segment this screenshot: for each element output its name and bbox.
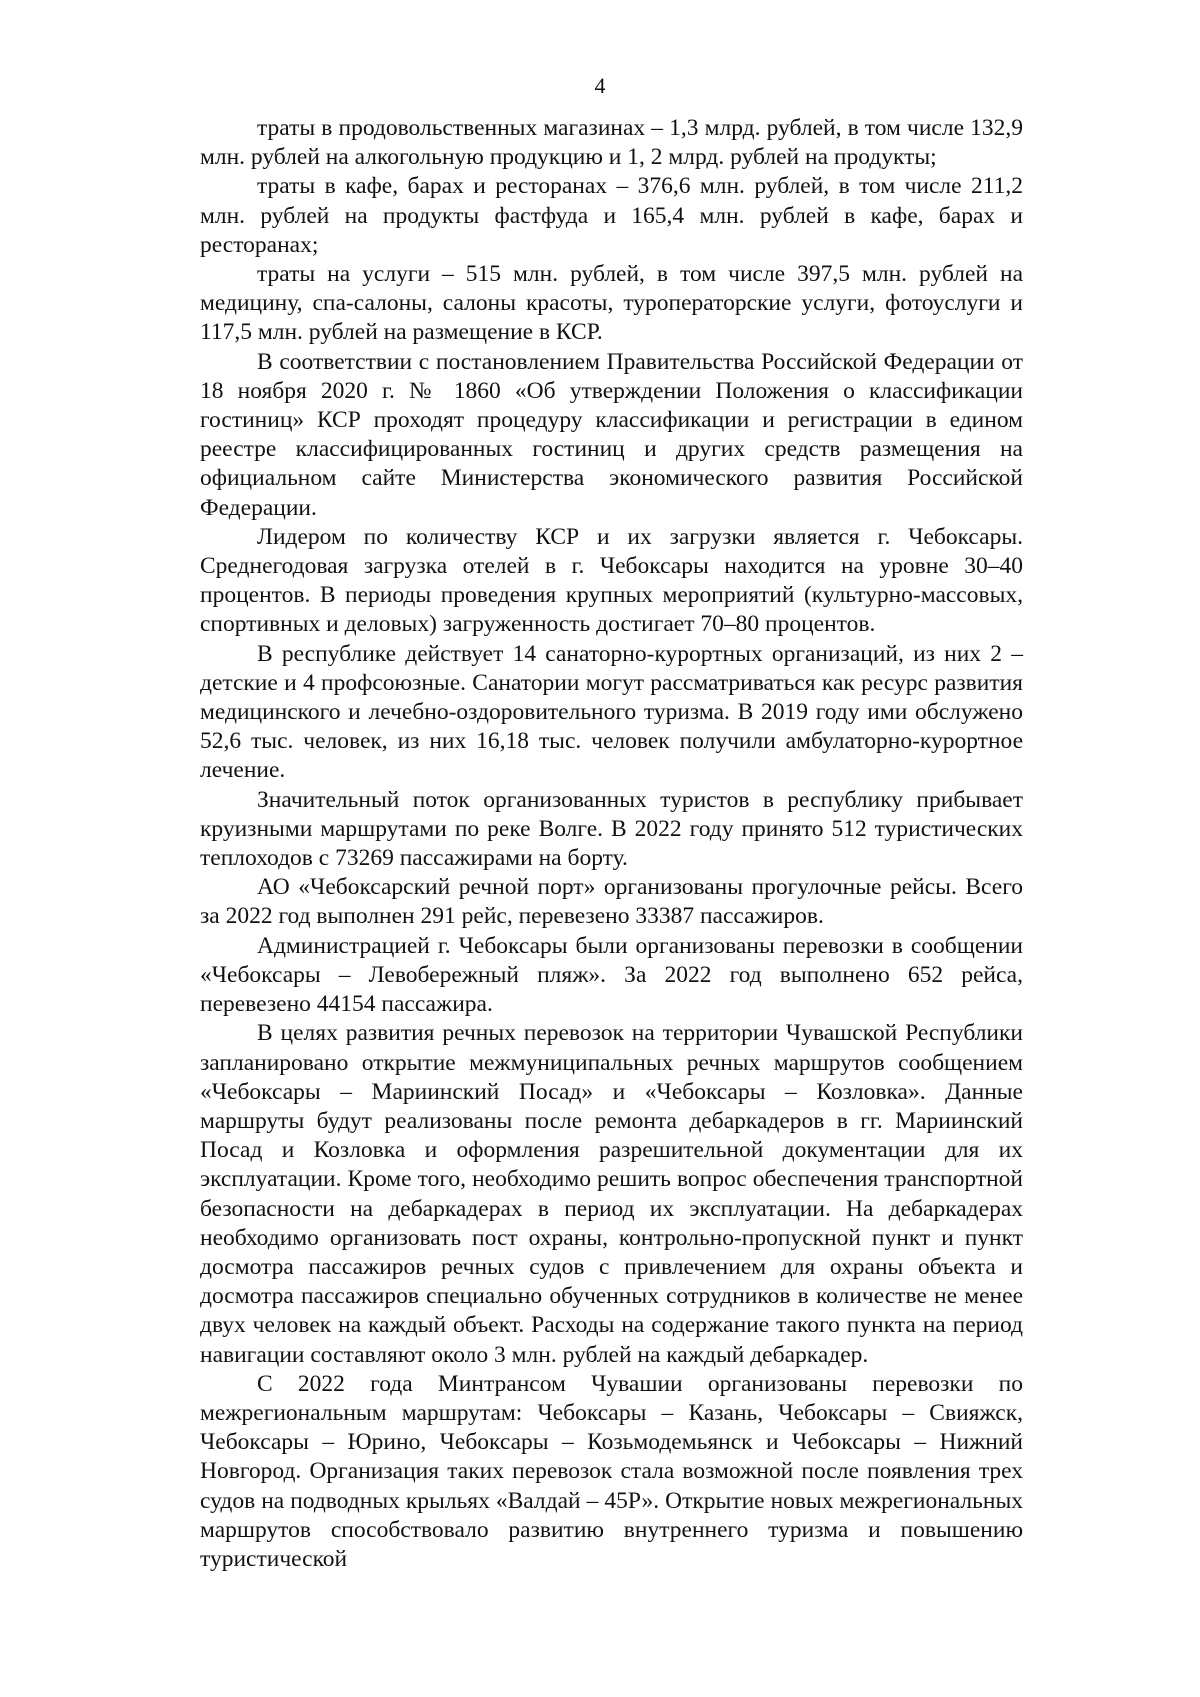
paragraph-food-store-spending: траты в продовольственных магазинах – 1,3 млрд. рублей, в том числе 132,9 млн. рублей на алкогольную продукцию и 1, 2 млрд. рублей на продукты; <box>200 115 1023 171</box>
paragraph-cheboksary-occupancy: Лидером по количеству КСР и их загрузки является г. Чебоксары. Среднегодовая загрузка отелей в г. Чебоксары находится на уровне 30–40 процентов. В периоды проведения крупных мероприятий (культурно-массовых, спортивных и деловых) загруженность достигает 70–80 процентов. <box>200 523 1023 638</box>
paragraph-cafe-spending: траты в кафе, барах и ресторанах – 376,6 млн. рублей, в том числе 211,2 млн. рублей на продукты фастфуда и 165,4 млн. рублей в кафе, барах и ресторанах; <box>200 173 1023 258</box>
document-body <box>200 114 1023 1574</box>
paragraph-hotel-classification: В соответствии с постановлением Правительства Российской Федерации от 18 ноября 2020 г. № 1860 «Об утверждении Положения о классификации гостиниц» КСР проходят процедуру классификации и регистрации в едином реестре классифицированных гостиниц и других средств размещения на официальном сайте Министерства экономического развития Российской Федерации. <box>200 348 1023 521</box>
paragraph-interregional-routes: С 2022 года Минтрансом Чувашии организованы перевозки по межрегиональным маршрутам: Чебоксары – Казань, Чебоксары – Свияжск, Чебоксары – Юрино, Чебоксары – Козьмодемьянск и Чебоксары – Нижний Новгород. Организация таких перевозок стала возможной после появления трех судов на подводных крыльях «Валдай – 45Р». Открытие новых межрегиональных маршрутов способствовало развитию внутреннего туризма и повышению туристической <box>200 1370 1023 1572</box>
paragraph-left-bank-beach: Администрацией г. Чебоксары были организованы перевозки в сообщении «Чебоксары – Левобережный пляж». За 2022 год выполнено 652 рейса, перевезено 44154 пассажира. <box>200 932 1023 1018</box>
paragraph-sanatoriums: В республике действует 14 санаторно-курортных организаций, из них 2 – детские и 4 профсоюзные. Санатории могут рассматриваться как ресурс развития медицинского и лечебно-оздоровительного туризма. В 2019 году ими обслужено 52,6 тыс. человек, из них 16,18 тыс. человек получили амбулаторно-курортное лечение. <box>200 640 1023 784</box>
paragraph-cruise-tourists: Значительный поток организованных туристов в республику прибывает круизными маршрутами по реке Волге. В 2022 году принято 512 туристических теплоходов с 73269 пассажирами на борту. <box>200 786 1023 872</box>
page-number: 4 <box>594 73 606 98</box>
paragraph-services-spending: траты на услуги – 515 млн. рублей, в том числе 397,5 млн. рублей на медицину, спа-салоны, салоны красоты, туроператорские услуги, фотоуслуги и 117,5 млн. рублей на размещение в КСР. <box>200 261 1023 346</box>
paragraph-river-port: АО «Чебоксарский речной порт» организованы прогулочные рейсы. Всего за 2022 год выполнен 291 рейс, перевезено 33387 пассажиров. <box>200 874 1023 930</box>
paragraph-intermunicipal-routes: В целях развития речных перевозок на территории Чувашской Республики запланировано открытие межмуниципальных речных маршрутов сообщением «Чебоксары – Мариинский Посад» и «Чебоксары – Козловка». Данные маршруты будут реализованы после ремонта дебаркадеров в гг. Мариинский Посад и Козловка и оформления разрешительной документации для их эксплуатации. Кроме того, необходимо решить вопрос обеспечения транспортной безопасности на дебаркадерах в период их эксплуатации. На дебаркадерах необходимо организовать пост охраны, контрольно-пропускной пункт и пункт досмотра пассажиров речных судов с привлечением для охраны объекта и досмотра пассажиров специально обученных сотрудников в количестве не менее двух человек на каждый объект. Расходы на содержание такого пункта на период навигации составляют около 3 млн. рублей на каждый дебаркадер. <box>200 1020 1023 1368</box>
